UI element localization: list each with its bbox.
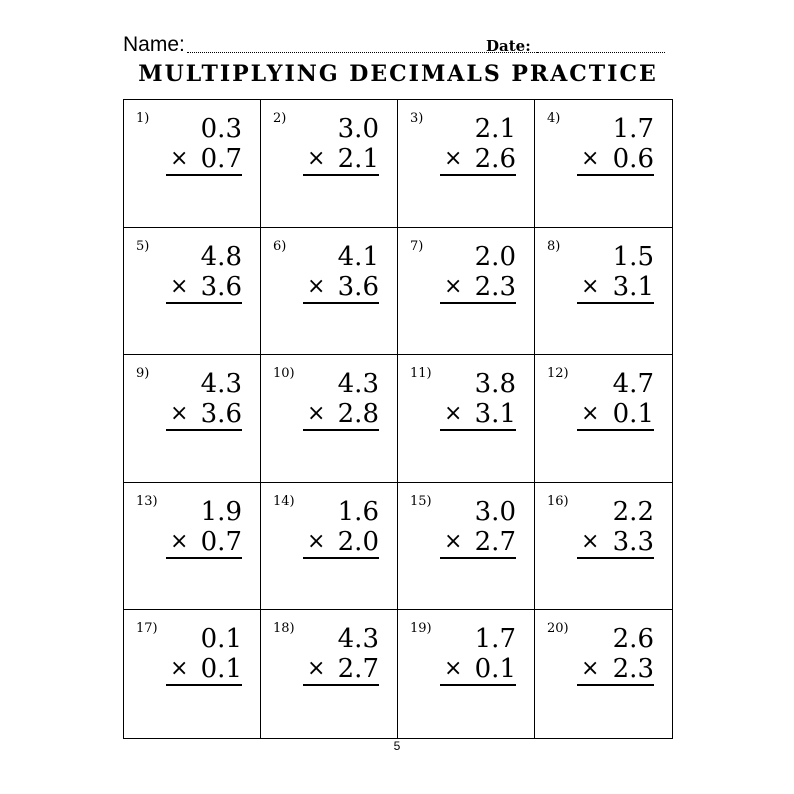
name-label: Name: <box>123 33 185 56</box>
multiplier: 3.6 <box>337 271 379 302</box>
worksheet-header <box>123 32 673 58</box>
multiply-sign: × <box>170 528 189 554</box>
problem-cell <box>398 355 535 483</box>
multiplier-row <box>303 527 379 559</box>
multiplier: 0.1 <box>200 654 242 685</box>
multiplicand: 0.1 <box>200 624 242 655</box>
multiplicand: 4.8 <box>200 241 242 272</box>
multiplier-row <box>166 144 242 176</box>
multiply-sign: × <box>170 146 189 171</box>
page-number: 5 <box>393 739 401 753</box>
multiply-sign: × <box>444 146 463 171</box>
multiplier-row <box>577 272 654 304</box>
multiplicand: 4.3 <box>337 624 379 655</box>
multiplier-row <box>166 272 242 304</box>
multiply-sign: × <box>170 401 189 427</box>
multiplicand: 2.1 <box>474 114 516 144</box>
problem-number: 10) <box>273 366 295 382</box>
multiplicand: 1.7 <box>612 114 654 144</box>
problem-cell <box>124 355 261 483</box>
multiplier-row <box>440 399 516 431</box>
problem-cell <box>535 610 672 738</box>
problem-cell <box>261 610 398 738</box>
multiplier-row <box>166 527 242 559</box>
multiply-sign: × <box>444 273 463 299</box>
multiplicand: 3.0 <box>474 496 516 527</box>
multiply-sign: × <box>581 273 600 299</box>
problem-cell <box>261 355 398 483</box>
multiplier: 2.6 <box>474 144 516 174</box>
multiply-sign: × <box>581 528 600 554</box>
problem-grid <box>123 99 673 739</box>
problem-number: 9) <box>136 366 150 382</box>
multiply-sign: × <box>307 401 326 427</box>
multiplier: 3.1 <box>474 399 516 430</box>
multiplicand: 4.3 <box>200 369 242 400</box>
problem-cell <box>124 483 261 611</box>
multiplier-row <box>440 144 516 176</box>
multiplier: 3.1 <box>612 271 654 302</box>
multiplicand: 4.7 <box>612 369 654 400</box>
multiplier-row <box>303 272 379 304</box>
problem-cell <box>398 100 535 228</box>
problem-number: 7) <box>410 238 424 254</box>
multiplier-row <box>440 272 516 304</box>
problem-number: 1) <box>136 111 150 126</box>
problem-number: 2) <box>273 111 287 126</box>
multiply-sign: × <box>307 528 326 554</box>
multiplicand: 4.3 <box>337 369 379 400</box>
multiplier: 0.7 <box>200 526 242 557</box>
multiply-sign: × <box>307 656 326 682</box>
problem-number: 12) <box>547 366 569 382</box>
problem-number: 15) <box>410 493 432 509</box>
multiply-sign: × <box>581 146 600 171</box>
multiplier: 0.6 <box>612 144 654 174</box>
problem-cell <box>398 610 535 738</box>
problem-cell <box>124 100 261 228</box>
problem-cell <box>398 228 535 356</box>
problem-cell <box>261 483 398 611</box>
multiply-sign: × <box>581 401 600 427</box>
multiplier: 3.6 <box>200 271 242 302</box>
problem-cell <box>535 228 672 356</box>
multiplicand: 0.3 <box>200 114 242 144</box>
multiplier: 2.0 <box>337 526 379 557</box>
problem-number: 19) <box>410 621 432 637</box>
multiplicand: 1.6 <box>337 496 379 527</box>
multiplier-row <box>577 399 654 431</box>
date-label: Date: <box>486 37 531 55</box>
multiply-sign: × <box>444 528 463 554</box>
problem-number: 8) <box>547 238 561 254</box>
problem-cell <box>261 100 398 228</box>
multiply-sign: × <box>307 273 326 299</box>
problem-cell <box>261 228 398 356</box>
problem-number: 6) <box>273 238 287 254</box>
problem-cell <box>124 610 261 738</box>
multiplier-row <box>577 654 654 686</box>
problem-number: 13) <box>136 493 158 509</box>
multiply-sign: × <box>581 656 600 682</box>
multiplier-row <box>577 144 654 176</box>
multiplicand: 1.9 <box>200 496 242 527</box>
problem-number: 18) <box>273 621 295 637</box>
multiplier-row <box>440 654 516 686</box>
multiplier: 2.7 <box>337 654 379 685</box>
problem-number: 16) <box>547 493 569 509</box>
multiplier-row <box>166 654 242 686</box>
multiply-sign: × <box>307 146 326 171</box>
problem-cell <box>535 355 672 483</box>
multiply-sign: × <box>170 656 189 682</box>
multiplier: 2.3 <box>474 271 516 302</box>
multiplier-row <box>440 527 516 559</box>
multiply-sign: × <box>444 656 463 682</box>
multiplicand: 2.6 <box>612 624 654 655</box>
multiplicand: 3.8 <box>474 369 516 400</box>
multiplier: 2.7 <box>474 526 516 557</box>
problem-number: 14) <box>273 493 295 509</box>
multiplicand: 2.0 <box>474 241 516 272</box>
problem-number: 11) <box>410 366 432 382</box>
problem-cell <box>398 483 535 611</box>
problem-number: 4) <box>547 111 561 126</box>
multiplier: 2.1 <box>337 144 379 174</box>
multiplier-row <box>303 654 379 686</box>
multiplicand: 1.5 <box>612 241 654 272</box>
date-blank-line <box>537 52 665 53</box>
problem-cell <box>535 483 672 611</box>
multiplier-row <box>303 144 379 176</box>
multiplicand: 2.2 <box>612 496 654 527</box>
multiply-sign: × <box>170 273 189 299</box>
problem-cell <box>124 228 261 356</box>
multiplicand: 1.7 <box>474 624 516 655</box>
problem-number: 3) <box>410 111 424 126</box>
multiplier-row <box>303 399 379 431</box>
multiplicand: 4.1 <box>337 241 379 272</box>
problem-number: 17) <box>136 621 158 637</box>
multiplier-row <box>166 399 242 431</box>
multiplier-row <box>577 527 654 559</box>
multiplicand: 3.0 <box>337 114 379 144</box>
multiplier: 2.8 <box>337 399 379 430</box>
multiplier: 0.1 <box>474 654 516 685</box>
multiplier: 3.6 <box>200 399 242 430</box>
multiplier: 2.3 <box>612 654 654 685</box>
problem-number: 5) <box>136 238 150 254</box>
multiplier: 0.1 <box>612 399 654 430</box>
multiplier: 0.7 <box>200 144 242 174</box>
problem-cell <box>535 100 672 228</box>
worksheet-title: MULTIPLYING DECIMALS PRACTICE <box>138 61 658 87</box>
multiplier: 3.3 <box>612 526 654 557</box>
multiply-sign: × <box>444 401 463 427</box>
problem-number: 20) <box>547 621 569 637</box>
